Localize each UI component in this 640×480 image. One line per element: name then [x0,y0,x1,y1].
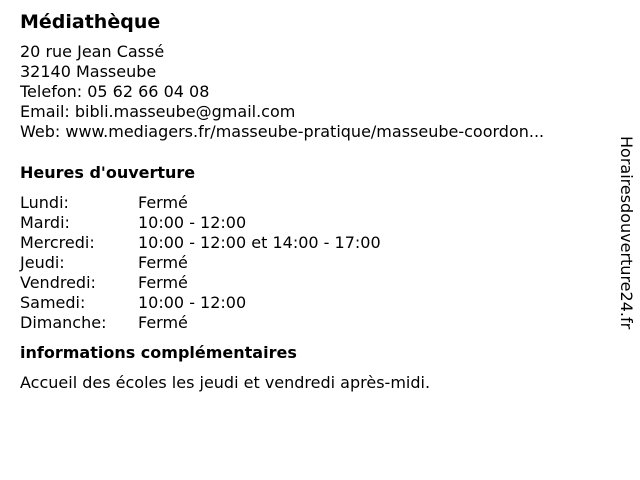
day-label: Dimanche: [20,313,107,332]
web-row [20,122,605,142]
day-label: Vendredi: [20,273,96,292]
page-title: Médiathèque [20,11,161,33]
web-label: Web: [20,122,61,141]
phone-text: Telefon: 05 62 66 04 08 [20,82,210,101]
watermark-text: Horairesdouverture24.fr [617,136,636,330]
day-hours: Fermé [138,273,188,292]
hours-heading: Heures d'ouverture [20,163,196,182]
web-link[interactable]: www.mediagers.fr/masseube-pratique/masseube-coordon... [65,122,545,141]
hours-row-dimanche [20,313,381,333]
day-label: Mercredi: [20,233,95,252]
day-hours: 10:00 - 12:00 [138,213,247,232]
day-label: Jeudi: [20,253,65,272]
day-hours: Fermé [138,313,188,332]
library-info-card [20,10,605,393]
hours-row-vendredi [20,273,381,293]
hours-row-samedi [20,293,381,313]
address-city: 32140 Masseube [20,62,157,81]
hours-row-lundi [20,193,381,213]
day-label: Mardi: [20,213,70,232]
day-hours: 10:00 - 12:00 [138,293,247,312]
hours-row-mardi [20,213,381,233]
email-text: Email: bibli.masseube@gmail.com [20,102,296,121]
day-hours: 10:00 - 12:00 et 14:00 - 17:00 [138,233,381,252]
address-street: 20 rue Jean Cassé [20,42,165,61]
info-heading: informations complémentaires [20,343,297,362]
day-hours: Fermé [138,253,188,272]
day-hours: Fermé [138,193,188,212]
opening-hours-table [20,193,381,333]
info-text: Accueil des écoles les jeudi et vendredi après-midi. [20,373,431,392]
day-label: Lundi: [20,193,69,212]
hours-row-jeudi [20,253,381,273]
day-label: Samedi: [20,293,86,312]
hours-row-mercredi [20,233,381,253]
